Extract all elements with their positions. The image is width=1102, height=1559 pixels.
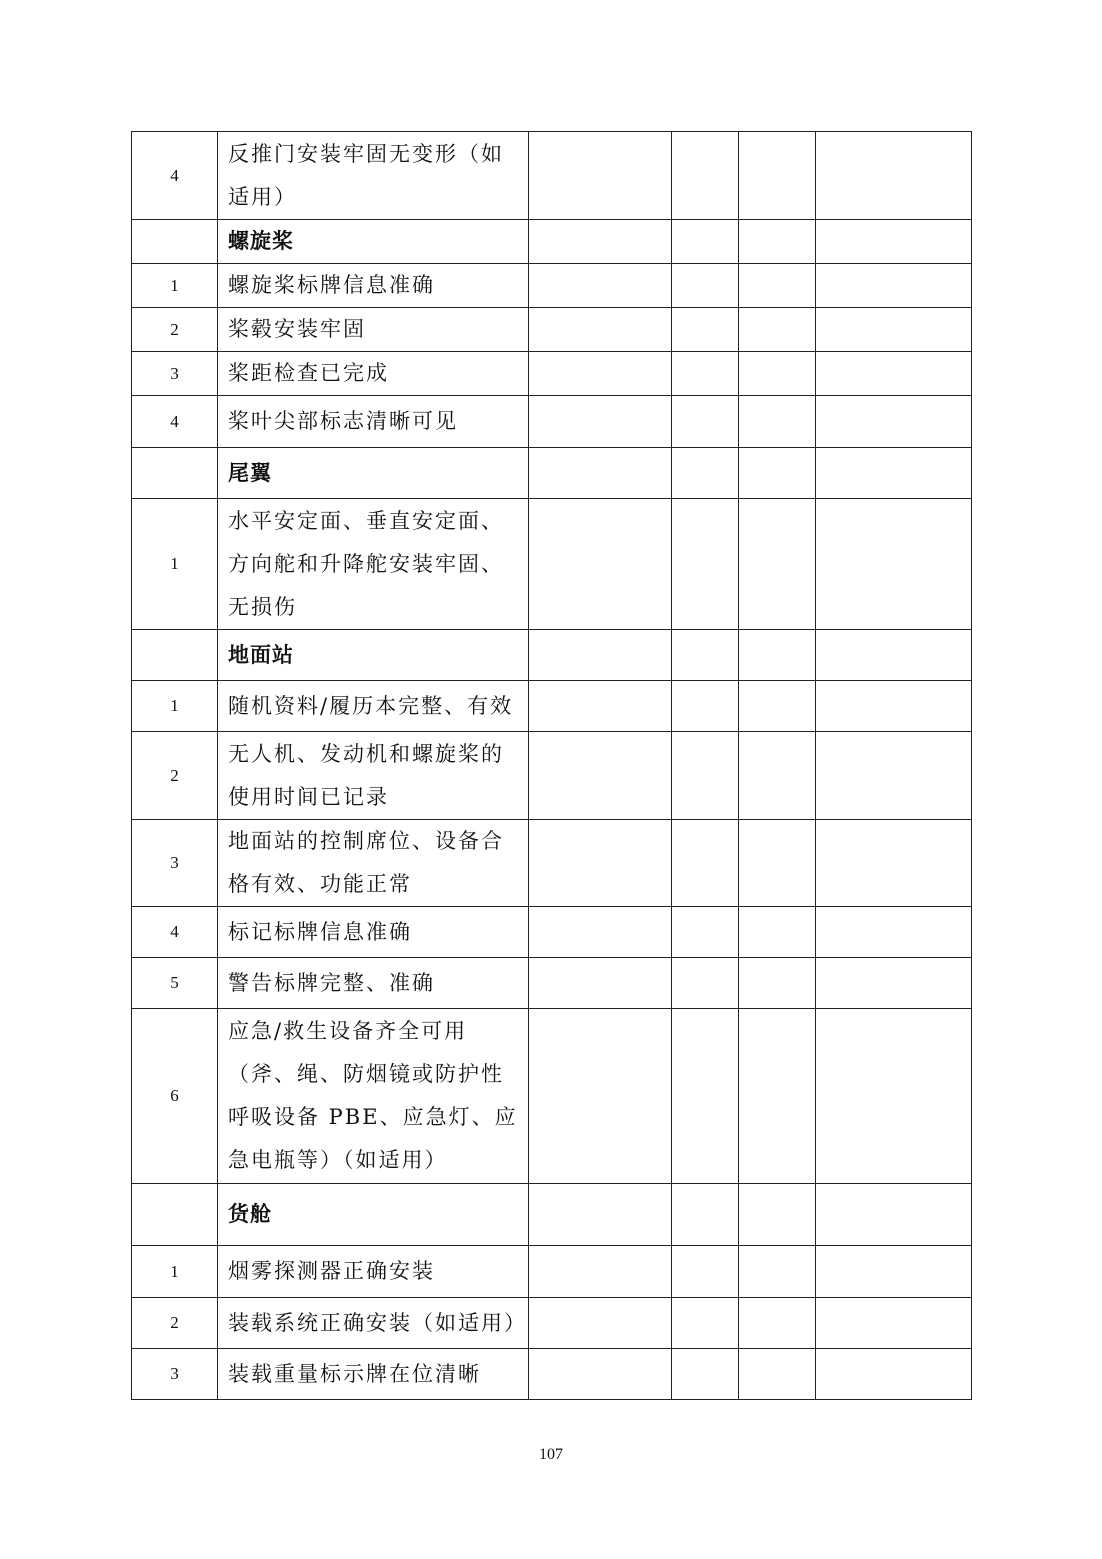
- check-item: 水平安定面、垂直安定面、方向舵和升降舵安装牢固、无损伤: [218, 499, 529, 630]
- empty-cell: [672, 1246, 739, 1298]
- empty-cell: [739, 681, 816, 732]
- empty-cell: [529, 681, 672, 732]
- empty-cell: [739, 308, 816, 352]
- empty-cell: [816, 630, 972, 681]
- empty-cell: [672, 732, 739, 820]
- empty-cell: [739, 220, 816, 264]
- table-row: [132, 132, 972, 220]
- check-item: 烟雾探测器正确安装: [218, 1246, 529, 1298]
- empty-cell: [529, 396, 672, 448]
- empty-cell: [739, 1246, 816, 1298]
- empty-cell: [672, 448, 739, 499]
- empty-cell: [739, 396, 816, 448]
- empty-cell: [816, 220, 972, 264]
- empty-cell: [739, 499, 816, 630]
- row-number: 3: [132, 352, 218, 396]
- row-number: 1: [132, 499, 218, 630]
- empty-cell: [672, 630, 739, 681]
- section-row: [132, 630, 972, 681]
- table-row: [132, 308, 972, 352]
- empty-cell: [739, 958, 816, 1009]
- empty-cell: [816, 1009, 972, 1184]
- empty-cell: [816, 448, 972, 499]
- row-number: 4: [132, 396, 218, 448]
- empty-cell: [672, 1009, 739, 1184]
- empty-cell: [529, 1009, 672, 1184]
- empty-cell: [816, 499, 972, 630]
- table-row: [132, 820, 972, 907]
- empty-cell: [739, 630, 816, 681]
- empty-cell: [816, 1298, 972, 1349]
- table-row: [132, 1349, 972, 1400]
- check-item: 螺旋桨标牌信息准确: [218, 264, 529, 308]
- row-number: 1: [132, 264, 218, 308]
- table-row: [132, 681, 972, 732]
- row-number: 4: [132, 132, 218, 220]
- row-number: 2: [132, 732, 218, 820]
- row-number: 4: [132, 907, 218, 958]
- empty-cell: [529, 630, 672, 681]
- empty-cell: [529, 1246, 672, 1298]
- empty-cell: [529, 220, 672, 264]
- empty-cell: [529, 352, 672, 396]
- empty-cell: [816, 352, 972, 396]
- check-item: 随机资料/履历本完整、有效: [218, 681, 529, 732]
- empty-cell: [529, 907, 672, 958]
- section-title: 尾翼: [218, 448, 529, 499]
- empty-cell: [672, 907, 739, 958]
- empty-cell: [739, 352, 816, 396]
- row-number: 3: [132, 820, 218, 907]
- empty-cell: [672, 352, 739, 396]
- empty-cell: [672, 1184, 739, 1246]
- row-number: [132, 448, 218, 499]
- empty-cell: [816, 958, 972, 1009]
- row-number: 2: [132, 1298, 218, 1349]
- empty-cell: [529, 448, 672, 499]
- empty-cell: [672, 132, 739, 220]
- row-number: [132, 220, 218, 264]
- check-item: 桨毂安装牢固: [218, 308, 529, 352]
- empty-cell: [529, 820, 672, 907]
- check-item: 地面站的控制席位、设备合格有效、功能正常: [218, 820, 529, 907]
- empty-cell: [816, 1184, 972, 1246]
- empty-cell: [816, 308, 972, 352]
- table-row: [132, 958, 972, 1009]
- empty-cell: [739, 1184, 816, 1246]
- table-row: [132, 352, 972, 396]
- section-row: [132, 220, 972, 264]
- check-item: 警告标牌完整、准确: [218, 958, 529, 1009]
- page-number: 107: [539, 1446, 563, 1463]
- table-row: [132, 396, 972, 448]
- table-row: [132, 1246, 972, 1298]
- check-item: 装载重量标示牌在位清晰: [218, 1349, 529, 1400]
- empty-cell: [816, 820, 972, 907]
- empty-cell: [672, 308, 739, 352]
- table-row: [132, 907, 972, 958]
- empty-cell: [816, 907, 972, 958]
- row-number: 1: [132, 1246, 218, 1298]
- empty-cell: [529, 264, 672, 308]
- check-item: 反推门安装牢固无变形（如适用）: [218, 132, 529, 220]
- empty-cell: [672, 264, 739, 308]
- empty-cell: [816, 681, 972, 732]
- table-row: [132, 1009, 972, 1184]
- empty-cell: [529, 732, 672, 820]
- empty-cell: [739, 907, 816, 958]
- row-number: [132, 1184, 218, 1246]
- empty-cell: [529, 1184, 672, 1246]
- section-row: [132, 448, 972, 499]
- empty-cell: [816, 132, 972, 220]
- check-item: 应急/救生设备齐全可用（斧、绳、防烟镜或防护性呼吸设备 PBE、应急灯、应急电瓶等）（如适用）: [218, 1009, 529, 1184]
- empty-cell: [739, 264, 816, 308]
- empty-cell: [672, 1349, 739, 1400]
- empty-cell: [672, 1298, 739, 1349]
- empty-cell: [739, 1298, 816, 1349]
- section-row: [132, 1184, 972, 1246]
- empty-cell: [672, 681, 739, 732]
- inspection-checklist-table: [131, 131, 972, 1400]
- check-item: 桨距检查已完成: [218, 352, 529, 396]
- empty-cell: [816, 1246, 972, 1298]
- empty-cell: [672, 820, 739, 907]
- check-item: 装载系统正确安装（如适用）: [218, 1298, 529, 1349]
- empty-cell: [529, 1298, 672, 1349]
- section-title: 货舱: [218, 1184, 529, 1246]
- table-row: [132, 264, 972, 308]
- empty-cell: [739, 1349, 816, 1400]
- row-number: [132, 630, 218, 681]
- table-row: [132, 732, 972, 820]
- empty-cell: [529, 1349, 672, 1400]
- check-item: 标记标牌信息准确: [218, 907, 529, 958]
- empty-cell: [816, 1349, 972, 1400]
- empty-cell: [529, 132, 672, 220]
- row-number: 2: [132, 308, 218, 352]
- empty-cell: [739, 732, 816, 820]
- row-number: 3: [132, 1349, 218, 1400]
- row-number: 5: [132, 958, 218, 1009]
- empty-cell: [739, 1009, 816, 1184]
- check-item: 桨叶尖部标志清晰可见: [218, 396, 529, 448]
- empty-cell: [739, 820, 816, 907]
- empty-cell: [672, 958, 739, 1009]
- empty-cell: [529, 958, 672, 1009]
- empty-cell: [739, 132, 816, 220]
- check-item: 无人机、发动机和螺旋桨的使用时间已记录: [218, 732, 529, 820]
- table-row: [132, 499, 972, 630]
- row-number: 6: [132, 1009, 218, 1184]
- empty-cell: [816, 732, 972, 820]
- empty-cell: [672, 499, 739, 630]
- section-title: 地面站: [218, 630, 529, 681]
- table-row: [132, 1298, 972, 1349]
- empty-cell: [816, 264, 972, 308]
- empty-cell: [816, 396, 972, 448]
- section-title: 螺旋桨: [218, 220, 529, 264]
- empty-cell: [672, 220, 739, 264]
- row-number: 1: [132, 681, 218, 732]
- empty-cell: [529, 499, 672, 630]
- empty-cell: [672, 396, 739, 448]
- empty-cell: [529, 308, 672, 352]
- empty-cell: [739, 448, 816, 499]
